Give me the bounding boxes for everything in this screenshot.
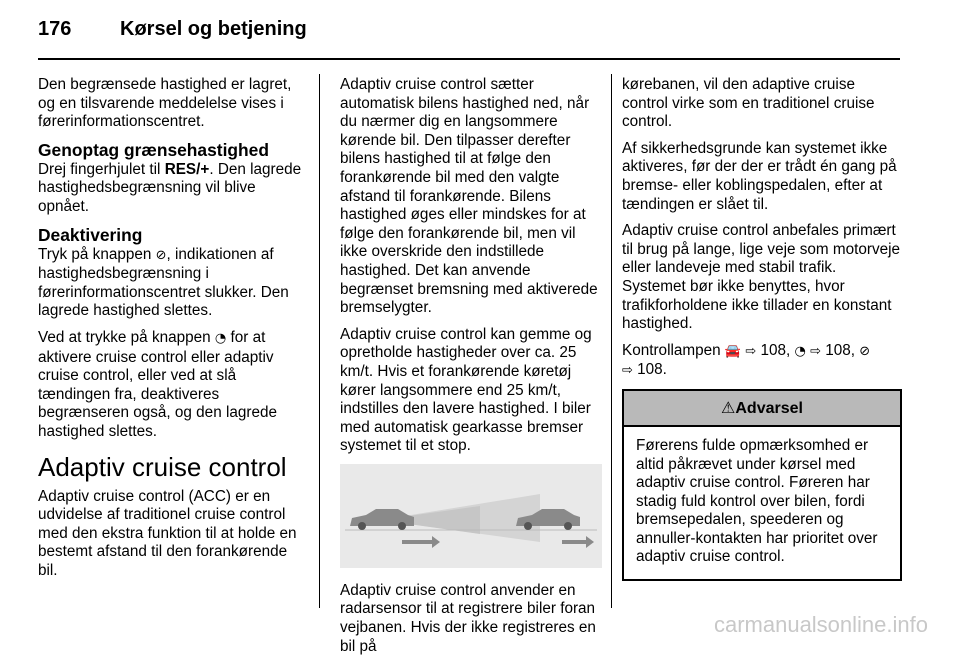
cruise-control-icon: ◔ — [794, 343, 806, 359]
warning-triangle-icon: ⚠ — [721, 397, 736, 417]
warning-header — [624, 391, 900, 427]
paragraph: Adaptiv cruise control kan gemme og opretholde hastigheder over ca. 25 km/t. Hvis et forankørende køretøj kører langsommere end 25 km/t, indstilles den lavere hastighed. I biler med automatisk gearkasse bremser systemet til et stop. — [340, 325, 592, 455]
paragraph: Ved at trykke på knappen ◔ for at aktivere cruise control eller adaptiv cruise control, eller ved at slå tændingen fra, deaktiveres begrænseren også, og den lagrede hastighed slettes. — [38, 328, 277, 440]
warning-box — [622, 389, 902, 581]
acc-radar-illustration — [340, 464, 602, 568]
paragraph: Kontrollampen 🚘 ⇨ 108, ◔ ⇨ 108, ⊘ ⇨ 108. — [622, 341, 871, 379]
res-plus-label: RES/+ — [164, 160, 210, 178]
heading-deactivation: Deaktivering — [38, 224, 143, 245]
warning-text: Førerens fulde opmærksomhed er altid påkrævet under kørsel med adaptiv cruise control. Føreren har stadig fuld kontrol over bilen, fordi bremsepedalen, speederen og annuller-kontakten har prioritet over adaptiv cruise control. — [636, 436, 878, 566]
paragraph: Den begrænsede hastighed er lagret, og en tilsvarende meddelelse vises i førerinformationscentret. — [38, 76, 292, 131]
arrow-ref-icon: ⇨ — [745, 343, 757, 359]
column-divider — [319, 74, 320, 608]
rear-car — [350, 509, 414, 530]
arrow-ref-icon: ⇨ — [810, 343, 822, 359]
column-1 — [38, 76, 306, 588]
paragraph: Adaptiv cruise control sætter automatisk bilens hastighed ned, når du nærmer dig en langsommere kørende bil. Den tilpasser derefter bilens hastighed til at følge den forankørende bil med den valgte afstand til forankørende. Bilens hastighed øges eller mindskes for at følge den forankørende bil, men vil ikke overskride den indstillede hastighed. Det kan anvende begrænset bremsning med aktiverede bremselygter. — [340, 76, 598, 317]
paragraph: Drej fingerhjulet til RES/+. Den lagrede hastighedsbegrænsning vil blive opnået. — [38, 160, 302, 215]
heading-adaptive-cruise-control: Adaptiv cruise control — [38, 451, 287, 482]
watermark: carmanualsonline.info — [713, 612, 928, 637]
column-divider — [611, 74, 612, 608]
arrow-ref-icon: ⇨ — [622, 363, 633, 379]
speed-limiter-icon: ⊘ — [155, 247, 167, 263]
speed-limiter-icon: ⊘ — [859, 343, 871, 359]
direction-arrow — [562, 536, 594, 548]
header-rule — [38, 58, 900, 60]
paragraph: Adaptiv cruise control anbefales primært til brug på lange, lige veje som motorveje eller landeveje med stabil trafik. Systemet bør ikke benyttes, hvor trafikforholdene ikke tillader en konstant hastighed. — [622, 222, 901, 333]
paragraph: Adaptiv cruise control (ACC) er en udvidelse af traditionel cruise control med den ekstra funktion til at holde en bestemt afstand til den forankørende bil. — [38, 487, 297, 579]
column-3 — [622, 76, 902, 581]
heading-resume-limit: Genoptag grænsehastighed — [38, 139, 269, 160]
cruise-control-icon: ◔ — [214, 330, 227, 346]
paragraph: Tryk på knappen ⊘, indikationen af hastighedsbegrænsning i førerinformationscentret slukker. Den lagrede hastighed slettes. — [38, 245, 289, 320]
car-ahead-icon: 🚘 — [724, 343, 742, 359]
page-number: 176 — [38, 18, 72, 40]
column-2 — [340, 76, 604, 664]
paragraph: Af sikkerhedsgrunde kan systemet ikke aktiveres, før der der er trådt én gang på bremse- eller koblingspedalen, efter at tændingen er slået til. — [622, 139, 897, 213]
paragraph: kørebanen, vil den adaptive cruise control virke som en traditionel cruise control. — [622, 76, 875, 131]
paragraph: Adaptiv cruise control anvender en radarsensor til at registrere biler foran vejbanen. Hvis der ikke registreres en bil på — [340, 581, 596, 655]
direction-arrow — [402, 536, 440, 548]
warning-title: Advarsel — [735, 399, 803, 417]
chapter-title: Kørsel og betjening — [120, 18, 307, 40]
